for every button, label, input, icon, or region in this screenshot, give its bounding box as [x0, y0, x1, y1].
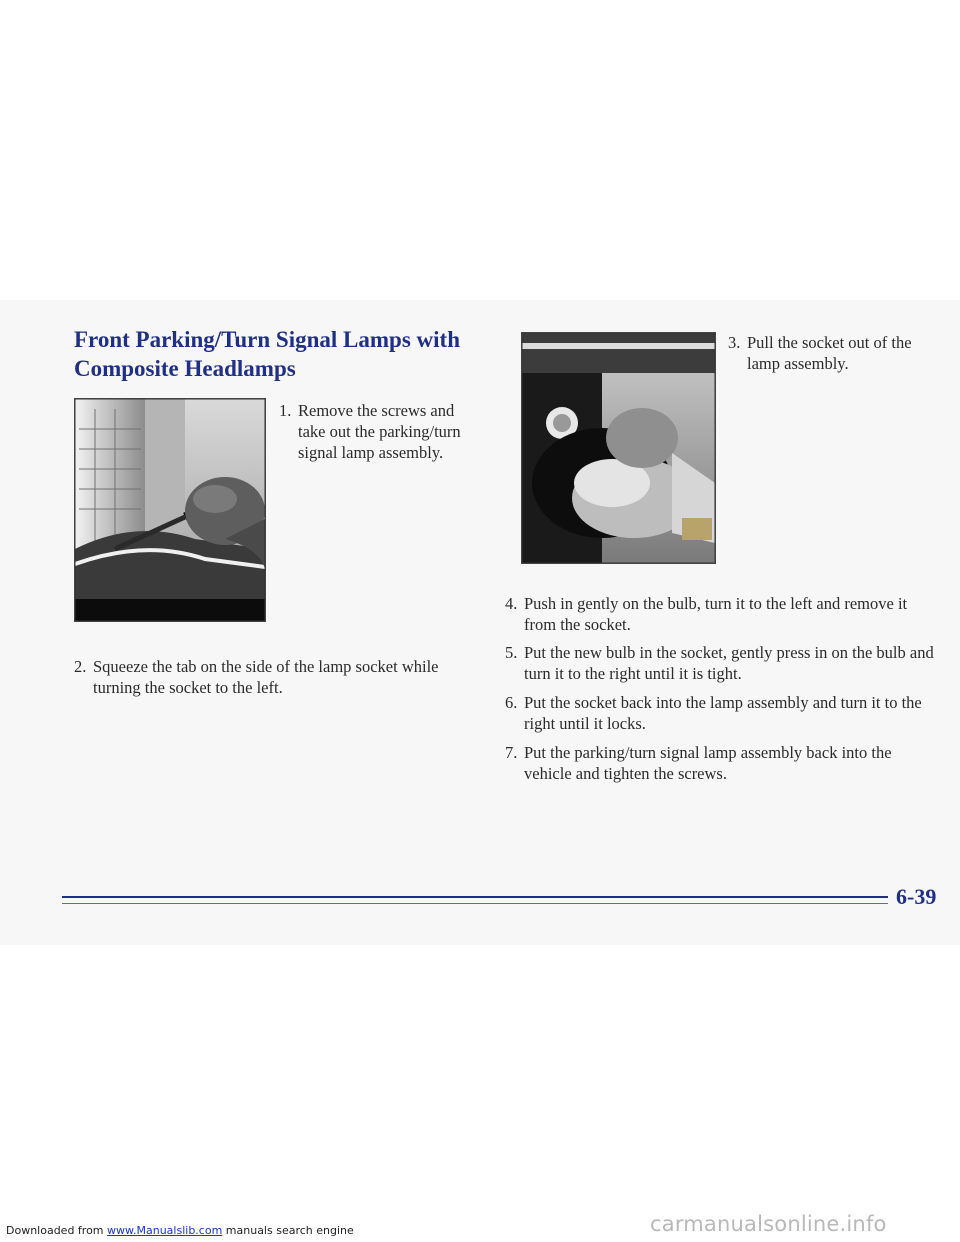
step-2-number: 2.	[74, 657, 87, 676]
step-4-number: 4.	[505, 594, 518, 613]
page-number: 6-39	[896, 884, 937, 909]
step-4-text: Push in gently on the bulb, turn it to the left and remove it from the socket.	[524, 594, 908, 634]
footer-suffix: manuals search engine	[222, 1224, 354, 1237]
watermark: carmanualsonline.info	[650, 1212, 887, 1236]
footer-rule	[62, 896, 888, 898]
step-7	[505, 742, 937, 784]
step-5-number: 5.	[505, 643, 518, 662]
step-4	[505, 593, 937, 635]
step-6-number: 6.	[505, 693, 518, 712]
step-1-text: Remove the screws and take out the parking/turn signal lamp assembly.	[298, 401, 461, 462]
section-title-line-2: Composite Headlamps	[74, 356, 296, 381]
step-2-text: Squeeze the tab on the side of the lamp socket while turning the socket to the left.	[93, 657, 439, 697]
step-5	[505, 642, 937, 684]
manualslib-link[interactable]: www.Manualslib.com	[107, 1224, 223, 1237]
section-title	[74, 325, 494, 383]
footer-prefix: Downloaded from	[6, 1224, 108, 1237]
photo-remove-screws	[74, 398, 266, 622]
step-6	[505, 692, 937, 734]
step-2	[74, 656, 484, 698]
footer-rule-thin	[62, 903, 888, 904]
step-3-number: 3.	[728, 333, 741, 352]
step-7-number: 7.	[505, 743, 518, 762]
step-1-number: 1.	[279, 401, 292, 420]
step-3	[728, 332, 940, 374]
step-7-text: Put the parking/turn signal lamp assembly back into the vehicle and tighten the screws.	[524, 743, 892, 783]
download-footer	[6, 1224, 354, 1237]
section-title-line-1: Front Parking/Turn Signal Lamps with	[74, 327, 460, 352]
step-1	[279, 400, 479, 463]
photo-remove-screws-illustration	[75, 399, 265, 621]
photo-pull-socket	[521, 332, 716, 564]
step-3-text: Pull the socket out of the lamp assembly.	[747, 333, 912, 373]
step-6-text: Put the socket back into the lamp assembly and turn it to the right until it locks.	[524, 693, 922, 733]
step-5-text: Put the new bulb in the socket, gently press in on the bulb and turn it to the right until it is tight.	[524, 643, 934, 683]
photo-pull-socket-illustration	[522, 333, 715, 563]
